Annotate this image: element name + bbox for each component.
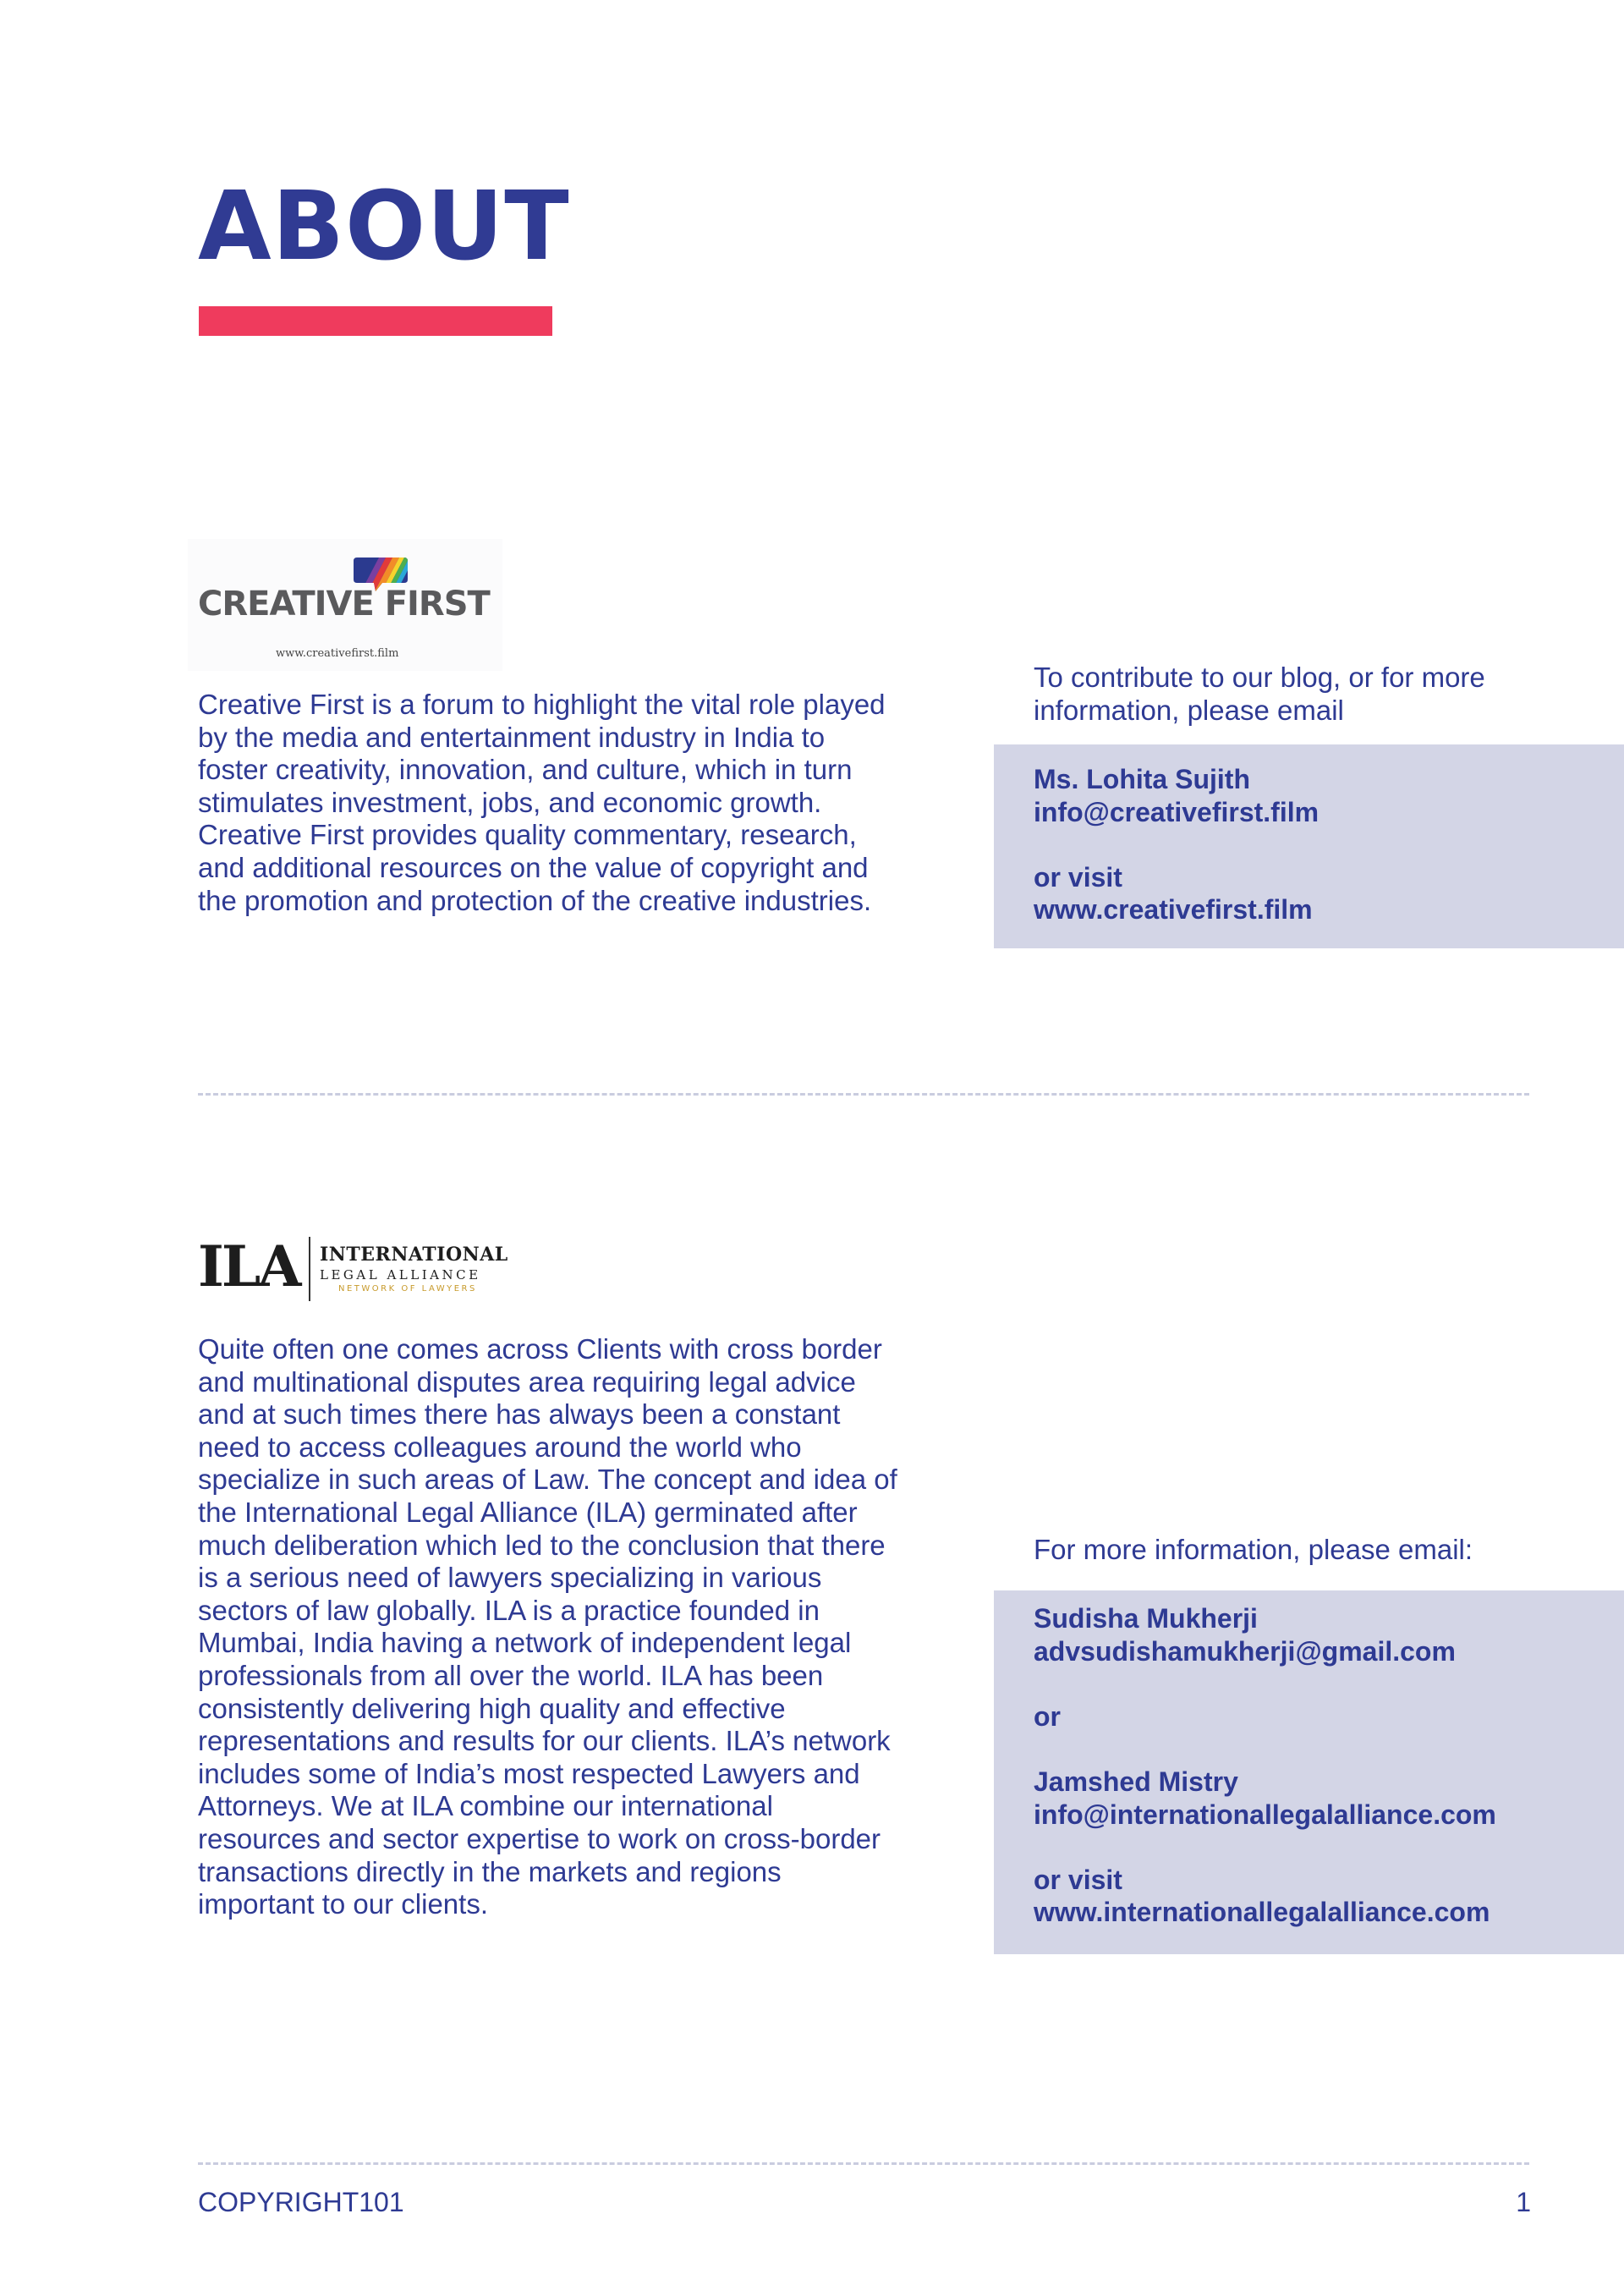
footer-divider bbox=[198, 2162, 1529, 2165]
creative-first-description: Creative First is a forum to highlight the vital role played by the media and entertainment industry in India to foster creativity, innovation, and culture, which in turn stimulates investment, jobs, and economic growth. Creative First provides quality commentary, research, and additional resources on the value of copyright and the promotion and protection of the creative industries. bbox=[198, 689, 886, 916]
ila-contact-box bbox=[994, 1590, 1624, 1954]
page-number: 1 bbox=[1516, 2187, 1531, 2217]
creative-first-logo bbox=[188, 539, 502, 671]
website-link[interactable]: www.internationallegalalliance.com bbox=[1034, 1897, 1490, 1928]
creative-first-contact-intro: To contribute to our blog, or for more information, please email bbox=[1034, 662, 1485, 726]
title-underline bbox=[199, 306, 552, 336]
ila-logo-divider bbox=[309, 1237, 310, 1301]
section-divider bbox=[198, 1093, 1529, 1096]
spacer bbox=[1034, 1667, 1624, 1700]
ila-description: Quite often one comes across Clients with cross border and multinational disputes area requiring legal advice and at such times there has always been a constant need to access colleagues around the world who specialize in such areas of Law. The concept and idea of the International Legal Alliance (ILA) germinated after much deliberation which led to the conclusion that there is a serious need of lawyers specializing in various sectors of law globally. ILA is a practice founded in Mumbai, India having a network of independent legal professionals from all over the world. ILA has been consistently delivering high quality and effective representations and results for our clients. ILA’s network includes some of India’s most respected Lawyers and Attorneys. We at ILA combine our international resources and sector expertise to work on cross-border transactions directly in the markets and regions important to our clients. bbox=[198, 1333, 897, 1920]
creative-first-logo-url: www.creativefirst.film bbox=[276, 647, 399, 660]
spacer bbox=[1034, 828, 1624, 861]
visit-label: or visit bbox=[1034, 861, 1122, 893]
footer-copyright: COPYRIGHT101 bbox=[198, 2187, 404, 2217]
page-title: ABOUT bbox=[198, 172, 570, 282]
contact-name: Sudisha Mukherji bbox=[1034, 1603, 1258, 1634]
ila-logo-letters: ILA bbox=[198, 1233, 299, 1299]
or-label: or bbox=[1034, 1700, 1061, 1732]
contact-name: Ms. Lohita Sujith bbox=[1034, 764, 1250, 794]
ila-contact-intro: For more information, please email: bbox=[1034, 1534, 1473, 1565]
contact-email-link[interactable]: info@creativefirst.film bbox=[1034, 796, 1320, 827]
contact-email-link[interactable]: info@internationallegalalliance.com bbox=[1034, 1799, 1496, 1830]
contact-name: Jamshed Mistry bbox=[1034, 1766, 1238, 1797]
website-link[interactable]: www.creativefirst.film bbox=[1034, 894, 1313, 926]
ila-logo bbox=[198, 1233, 519, 1301]
creative-first-wordmark: CREATIVE FIRST bbox=[198, 585, 490, 623]
ila-logo-name-line1: INTERNATIONAL bbox=[320, 1244, 508, 1266]
spacer bbox=[1034, 1733, 1624, 1766]
visit-label: or visit bbox=[1034, 1864, 1122, 1895]
spacer bbox=[1034, 1831, 1624, 1864]
creative-first-contact-box bbox=[994, 744, 1624, 948]
ila-logo-name-line3: NETWORK OF LAWYERS bbox=[338, 1284, 477, 1294]
contact-email-link[interactable]: advsudishamukherji@gmail.com bbox=[1034, 1635, 1456, 1667]
ila-logo-name-line2: LEGAL ALLIANCE bbox=[320, 1267, 481, 1283]
